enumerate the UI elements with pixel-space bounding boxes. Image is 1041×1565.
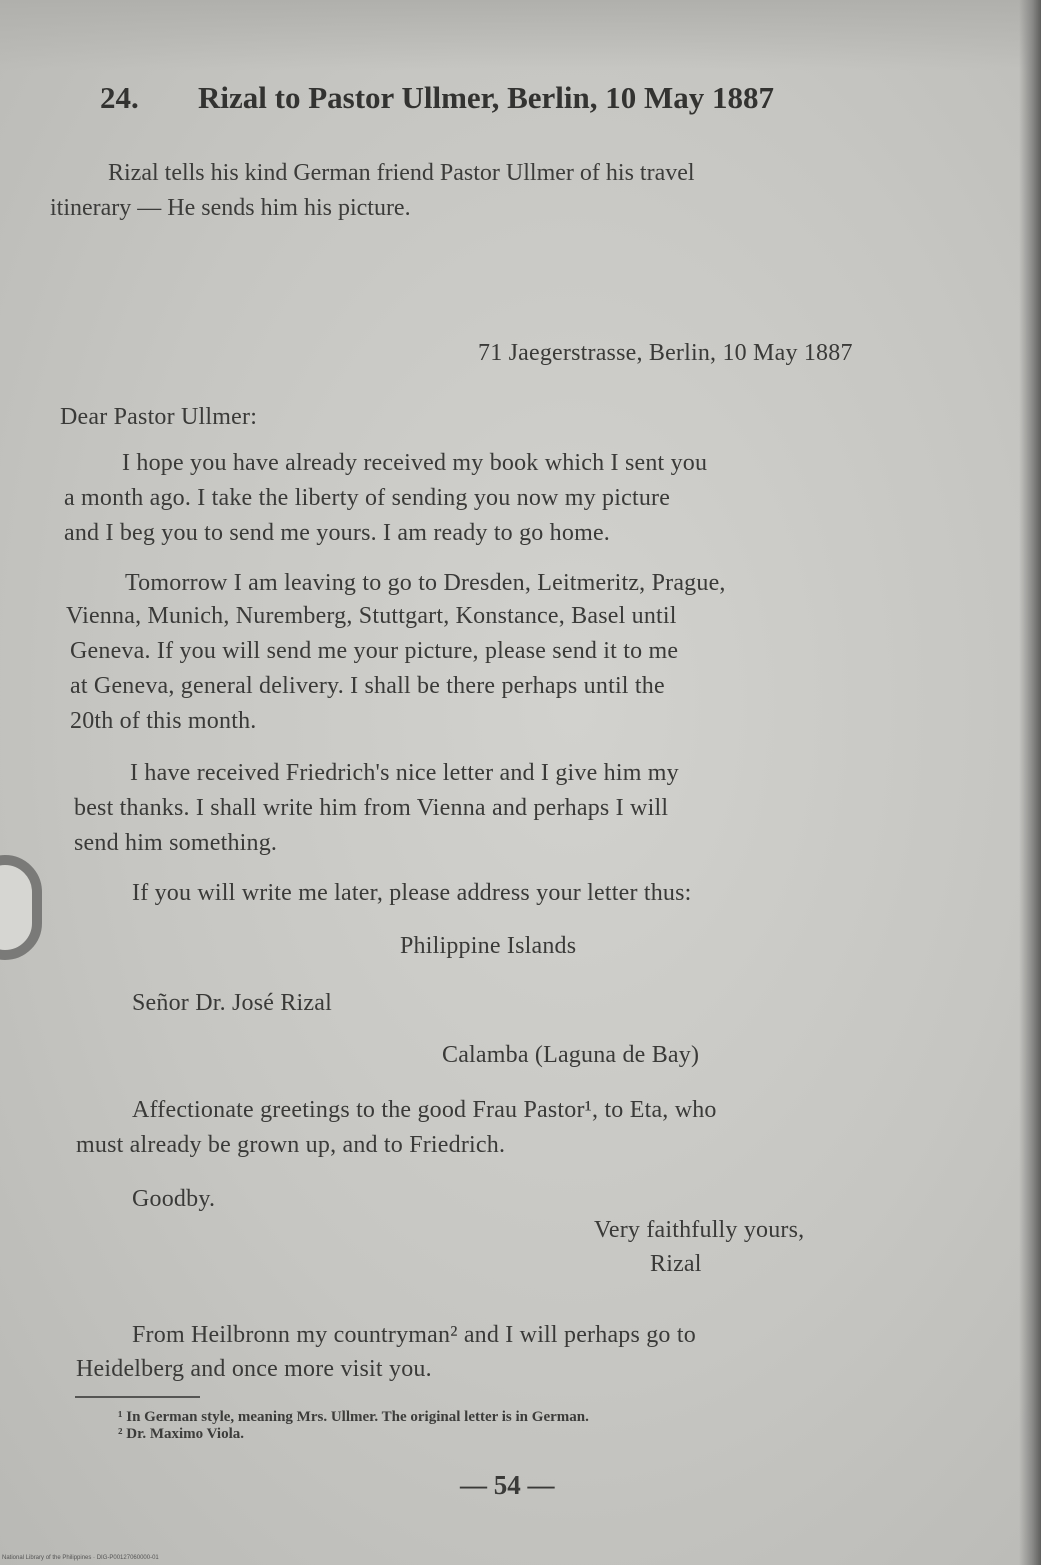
- letter-heading: [100, 80, 774, 116]
- paragraph-2-line-5: 20th of this month.: [70, 708, 257, 734]
- scan-stamp: National Library of the Philippines · DIG-P00127060000-01: [2, 1555, 159, 1561]
- paragraph-2-line-1: Tomorrow I am leaving to go to Dresden, Leitmeritz, Prague,: [125, 570, 726, 596]
- paragraph-1-line-1: I hope you have already received my book which I sent you: [122, 450, 708, 476]
- address-name: Señor Dr. José Rizal: [132, 990, 332, 1016]
- dateline: 71 Jaegerstrasse, Berlin, 10 May 1887: [478, 340, 853, 366]
- paper-clip: [0, 855, 42, 960]
- postscript-line-2: Heidelberg and once more visit you.: [76, 1356, 432, 1382]
- signature: Rizal: [650, 1251, 702, 1277]
- paragraph-2-line-4: at Geneva, general delivery. I shall be there perhaps until the: [70, 673, 665, 699]
- closing: Very faithfully yours,: [594, 1217, 805, 1243]
- paragraph-5-line-1: Affectionate greetings to the good Frau Pastor¹, to Eta, who: [132, 1097, 717, 1123]
- paragraph-2-line-2: Vienna, Munich, Nuremberg, Stuttgart, Konstance, Basel until: [66, 603, 677, 629]
- summary-line-1: Rizal tells his kind German friend Pastor Ullmer of his travel: [108, 160, 695, 186]
- footnote-divider: [75, 1396, 200, 1398]
- salutation: Dear Pastor Ullmer:: [60, 404, 258, 430]
- paragraph-5-line-2: must already be grown up, and to Friedrich.: [76, 1132, 506, 1158]
- letter-number: 24.: [100, 80, 139, 115]
- footnote-2: ² Dr. Maximo Viola.: [118, 1426, 245, 1442]
- page-binding-shadow: [1019, 0, 1041, 1565]
- summary-line-2: itinerary — He sends him his picture.: [50, 195, 411, 221]
- paragraph-3-line-3: send him something.: [74, 830, 278, 856]
- postscript-line-1: From Heilbronn my countryman² and I will perhaps go to: [132, 1322, 696, 1348]
- page-number: — 54 —: [460, 1470, 555, 1500]
- paragraph-3-line-1: I have received Friedrich's nice letter and I give him my: [130, 760, 679, 786]
- goodby: Goodby.: [132, 1186, 216, 1212]
- footnote-1: ¹ In German style, meaning Mrs. Ullmer. The original letter is in German.: [118, 1409, 589, 1425]
- letter-title: Rizal to Pastor Ullmer, Berlin, 10 May 1887: [198, 80, 774, 115]
- paragraph-4: If you will write me later, please address your letter thus:: [132, 880, 692, 906]
- paragraph-1-line-3: and I beg you to send me yours. I am ready to go home.: [64, 520, 611, 546]
- page-top-shadow: [0, 0, 1041, 70]
- paragraph-1-line-2: a month ago. I take the liberty of sending you now my picture: [64, 485, 671, 511]
- address-country: Philippine Islands: [400, 933, 577, 959]
- paragraph-3-line-2: best thanks. I shall write him from Vienna and perhaps I will: [74, 795, 669, 821]
- address-town: Calamba (Laguna de Bay): [442, 1042, 700, 1068]
- paragraph-2-line-3: Geneva. If you will send me your picture, please send it to me: [70, 638, 679, 664]
